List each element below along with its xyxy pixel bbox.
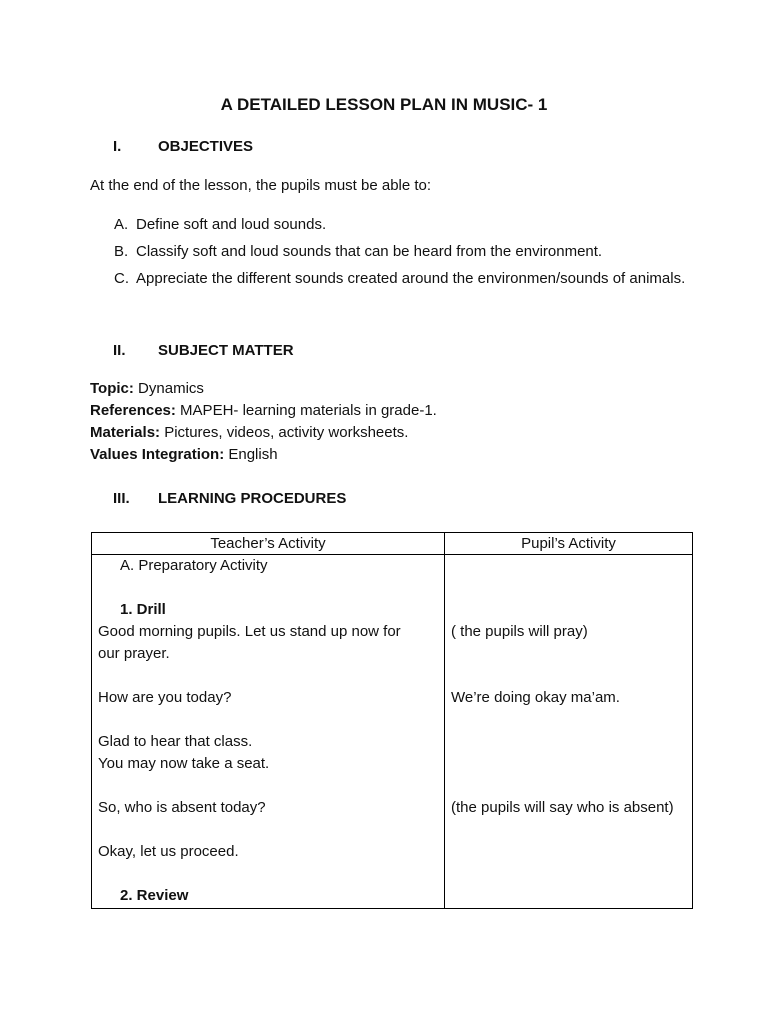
objectives-heading	[113, 138, 253, 155]
field-key: References:	[90, 402, 176, 419]
list-text: Classify soft and loud sounds that can be heard from the environment.	[136, 243, 603, 260]
cell-line	[451, 555, 686, 577]
cell-line: So, who is absent today?	[98, 799, 266, 816]
cell-line	[451, 643, 686, 665]
cell-line: (the pupils will say who is absent)	[451, 799, 674, 816]
cell-line: Okay, let us proceed.	[98, 843, 239, 860]
objectives-list	[114, 212, 704, 293]
objectives-intro: At the end of the lesson, the pupils must be able to:	[90, 177, 432, 194]
list-letter: A.	[114, 216, 129, 233]
cell-line: Glad to hear that class.	[98, 733, 253, 750]
subject-matter-fields	[90, 378, 437, 466]
cell-line: our prayer.	[98, 645, 170, 662]
cell-line	[98, 819, 438, 841]
subject-matter-heading	[113, 342, 294, 359]
pupil-activity-header: Pupil’s Activity	[445, 533, 693, 555]
teacher-activity-header: Teacher’s Activity	[92, 533, 445, 555]
field-key: Materials:	[90, 424, 161, 441]
list-text: Appreciate the different sounds created around the environmen/sounds of animals.	[136, 270, 686, 287]
list-item	[114, 266, 704, 292]
procedures-heading	[113, 490, 346, 507]
cell-line	[98, 709, 438, 731]
teacher-activity-cell	[92, 555, 445, 909]
cell-line	[98, 775, 438, 797]
cell-line	[451, 753, 686, 775]
cell-line	[451, 731, 686, 753]
field-value: MAPEH- learning materials in grade-1.	[175, 402, 437, 419]
list-letter: C.	[114, 270, 129, 287]
cell-line	[451, 577, 686, 599]
cell-line: ( the pupils will pray)	[451, 623, 588, 640]
field-values-integration	[90, 444, 437, 466]
cell-line: You may now take a seat.	[98, 755, 270, 772]
list-letter: B.	[114, 243, 129, 260]
document-title: A DETAILED LESSON PLAN IN MUSIC- 1	[220, 95, 548, 114]
field-key: Values Integration:	[90, 446, 225, 463]
cell-line	[451, 599, 686, 621]
section-label: LEARNING PROCEDURES	[158, 490, 347, 507]
cell-line	[451, 709, 686, 731]
list-item	[114, 239, 704, 265]
cell-line: How are you today?	[98, 689, 232, 706]
table-row	[92, 555, 693, 909]
field-value: Dynamics	[133, 380, 204, 397]
field-materials	[90, 422, 437, 444]
section-number: III.	[113, 490, 130, 507]
section-number: II.	[113, 342, 126, 359]
list-text: Define soft and loud sounds.	[136, 216, 327, 233]
cell-line	[451, 775, 686, 797]
section-number: I.	[113, 138, 122, 155]
cell-line	[98, 863, 438, 885]
procedures-table	[91, 532, 693, 909]
field-key: Topic:	[90, 380, 134, 397]
cell-line: 1. Drill	[120, 601, 166, 618]
field-value: English	[224, 446, 278, 463]
cell-line	[451, 665, 686, 687]
pupil-activity-cell	[445, 555, 693, 909]
cell-line	[98, 665, 438, 687]
list-item	[114, 212, 704, 238]
table-header-row	[92, 533, 693, 555]
section-label: SUBJECT MATTER	[158, 342, 294, 359]
field-topic	[90, 378, 437, 400]
cell-line: We’re doing okay ma’am.	[451, 689, 620, 706]
cell-line	[98, 577, 438, 599]
field-value: Pictures, videos, activity worksheets.	[160, 424, 409, 441]
section-label: OBJECTIVES	[158, 138, 254, 155]
cell-line: A. Preparatory Activity	[120, 557, 268, 574]
field-references	[90, 400, 437, 422]
cell-line: Good morning pupils. Let us stand up now for	[98, 623, 401, 640]
cell-line: 2. Review	[120, 887, 189, 904]
